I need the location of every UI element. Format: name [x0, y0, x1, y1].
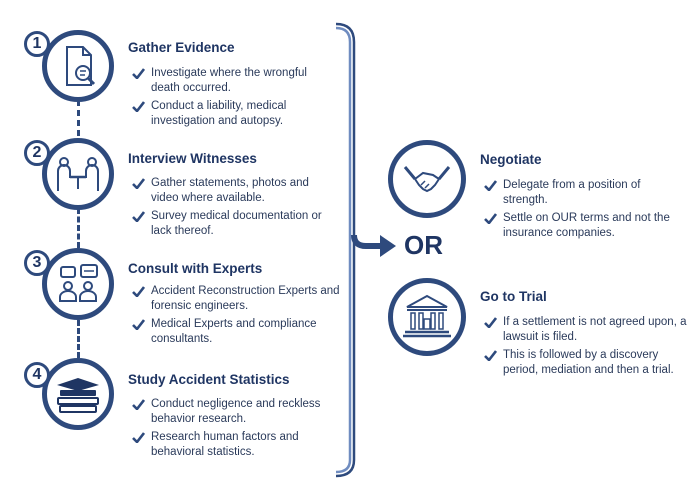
step-4-title: Study Accident Statistics	[128, 372, 290, 387]
step-2-bullet: Survey medical documentation or lack thereof.	[132, 209, 337, 239]
handshake-icon	[393, 145, 461, 213]
step-1-bullet: Conduct a liability, medical investigation and autopsy.	[132, 99, 337, 129]
check-icon	[132, 178, 145, 189]
step-4-number: 4	[24, 362, 50, 388]
check-icon	[484, 350, 497, 361]
check-icon	[132, 211, 145, 222]
step-connector-2-3	[77, 208, 80, 248]
step-3-number: 3	[24, 250, 50, 276]
step-2-bullet: Gather statements, photos and video where available.	[132, 176, 337, 206]
courthouse-icon	[393, 283, 461, 351]
step-4-circle	[42, 358, 114, 430]
step-connector-1-2	[77, 100, 80, 136]
check-icon	[484, 317, 497, 328]
step-1-number: 1	[24, 31, 50, 57]
check-icon	[132, 101, 145, 112]
negotiate-bullet: Settle on OUR terms and not the insurance companies.	[484, 211, 684, 241]
step-3-circle	[42, 248, 114, 320]
books-icon	[47, 363, 109, 425]
arrow-right-icon	[354, 235, 384, 246]
check-icon	[132, 319, 145, 330]
step-1-circle	[42, 30, 114, 102]
bracket-connector	[330, 20, 410, 480]
step-3-bullets	[132, 284, 344, 350]
check-icon	[132, 68, 145, 79]
document-search-icon	[47, 35, 109, 97]
step-2-bullets	[132, 176, 337, 242]
consultation-icon	[47, 253, 109, 315]
step-4-bullet: Conduct negligence and reckless behavior research.	[132, 397, 342, 427]
step-1-bullets	[132, 66, 337, 132]
trial-circle	[388, 278, 466, 356]
step-2-number: 2	[24, 140, 50, 166]
check-icon	[484, 180, 497, 191]
negotiate-circle	[388, 140, 466, 218]
step-connector-3-4	[77, 320, 80, 358]
step-3-bullet: Medical Experts and compliance consultants.	[132, 317, 344, 347]
check-icon	[484, 213, 497, 224]
trial-title: Go to Trial	[480, 289, 547, 304]
negotiate-bullet: Delegate from a position of strength.	[484, 178, 684, 208]
check-icon	[132, 286, 145, 297]
step-1-title: Gather Evidence	[128, 40, 235, 55]
negotiate-title: Negotiate	[480, 152, 542, 167]
step-3-title: Consult with Experts	[128, 261, 263, 276]
trial-bullet: This is followed by a discovery period, mediation and then a trial.	[484, 348, 689, 378]
trial-bullets	[484, 315, 689, 381]
step-3-bullet: Accident Reconstruction Experts and forensic engineers.	[132, 284, 344, 314]
step-1-bullet: Investigate where the wrongful death occurred.	[132, 66, 337, 96]
or-label: OR	[404, 230, 443, 260]
check-icon	[132, 432, 145, 443]
interview-icon	[47, 143, 109, 205]
step-4-bullets	[132, 397, 342, 463]
check-icon	[132, 399, 145, 410]
negotiate-bullets	[484, 178, 684, 244]
step-2-circle	[42, 138, 114, 210]
step-4-bullet: Research human factors and behavioral statistics.	[132, 430, 342, 460]
step-2-title: Interview Witnesses	[128, 151, 257, 166]
trial-bullet: If a settlement is not agreed upon, a lawsuit is filed.	[484, 315, 689, 345]
